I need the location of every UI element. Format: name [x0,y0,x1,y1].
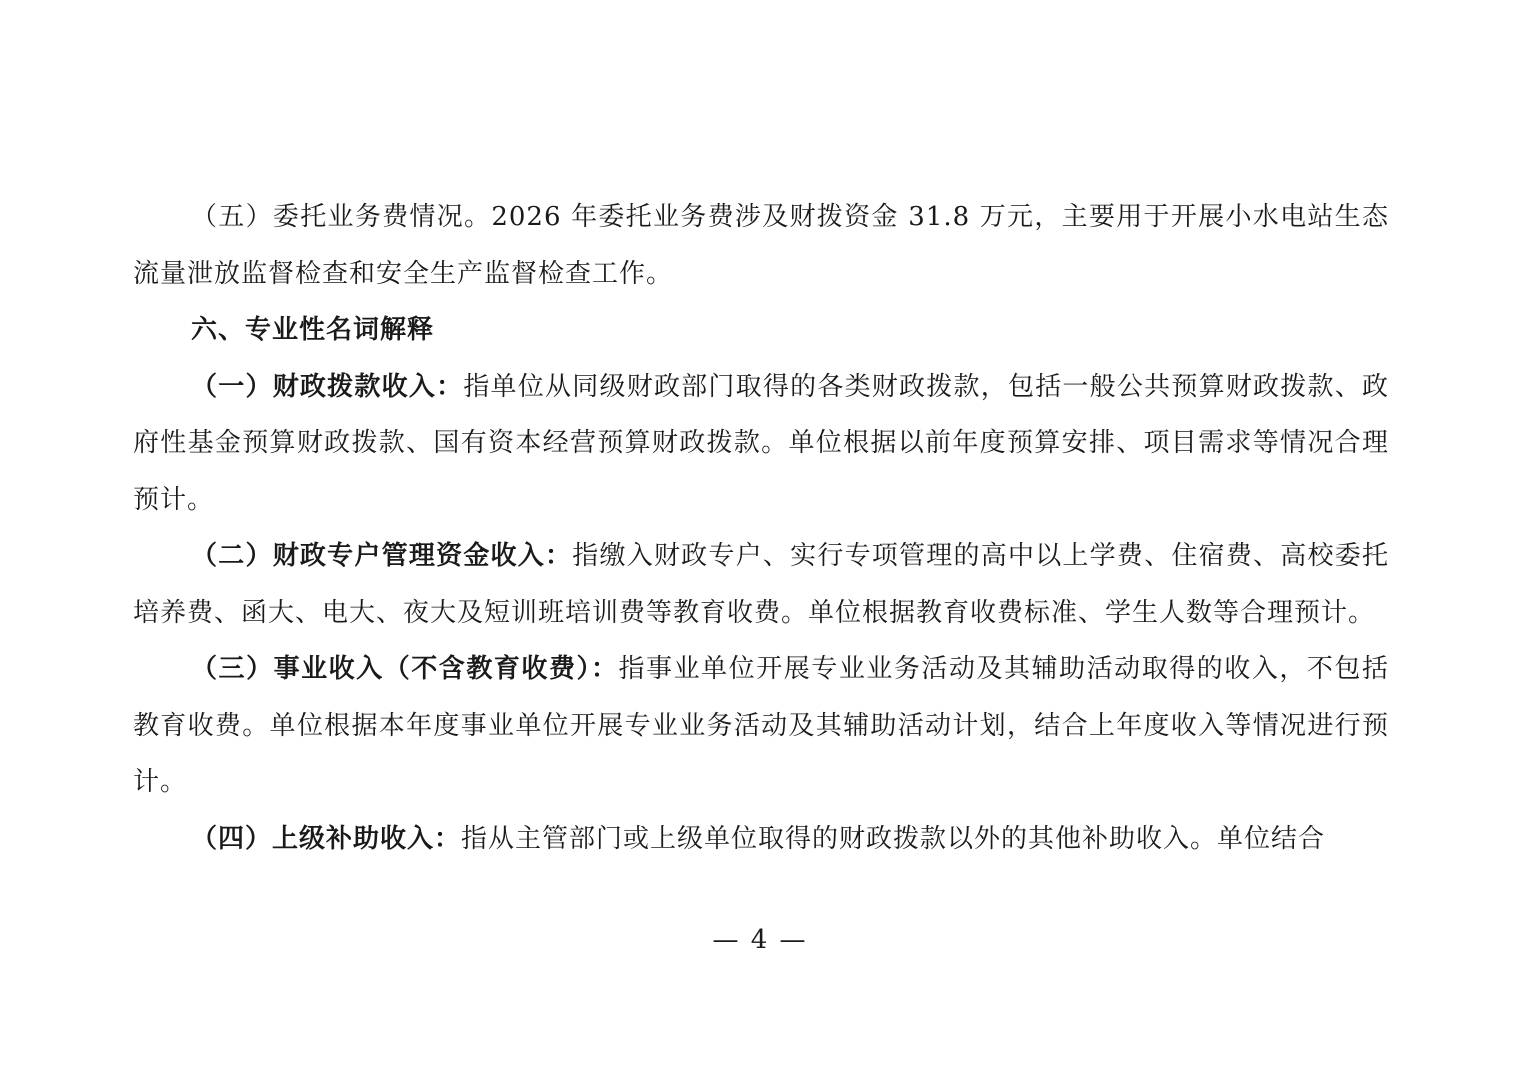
section-heading: 六、专业性名词解释 [191,315,435,345]
page-number: — 4 — [712,925,808,955]
definition-term: （三）事业收入（不含教育收费）： [191,654,619,684]
definition-body: 指从主管部门或上级单位取得的财政拨款以外的其他补助收入。单位结合 [461,823,1326,854]
definition-fiscal-appropriation [133,359,1389,529]
paragraph-lead: （五）委托业务费情况。 [191,202,492,232]
paragraph-body: 2026 年委托业务费涉及财拨资金 31.8 万元，主要用于开展小水电站生态流量泄放监督检查和安全生产监督检查工作。 [133,202,1389,289]
definition-term: （四）上级补助收入： [191,823,462,854]
definition-body: 指单位从同级财政部门取得的各类财政拨款，包括一般公共预算财政拨款、政府性基金预算财政拨款、国有资本经营预算财政拨款。单位根据以前年度预算安排、项目需求等情况合理预计。 [133,371,1389,515]
definition-business-income [133,641,1389,811]
definition-term: （一）财政拨款收入： [191,371,464,402]
definition-superior-subsidy [133,811,1389,868]
definition-term: （二）财政专户管理资金收入： [191,541,573,571]
definition-body: 指事业单位开展专业业务活动及其辅助活动取得的收入，不包括教育收费。单位根据本年度事业单位开展专业业务活动及其辅助活动计划，结合上年度收入等情况进行预计。 [133,654,1389,797]
document-body [133,189,1389,867]
definition-special-account-funds [133,528,1389,641]
definition-body: 指缴入财政专户、实行专项管理的高中以上学费、住宿费、高校委托培养费、函大、电大、夜大及短训班培训费等教育收费。单位根据教育收费标准、学生人数等合理预计。 [133,541,1389,628]
paragraph-entrusted-business-fee [133,189,1389,302]
